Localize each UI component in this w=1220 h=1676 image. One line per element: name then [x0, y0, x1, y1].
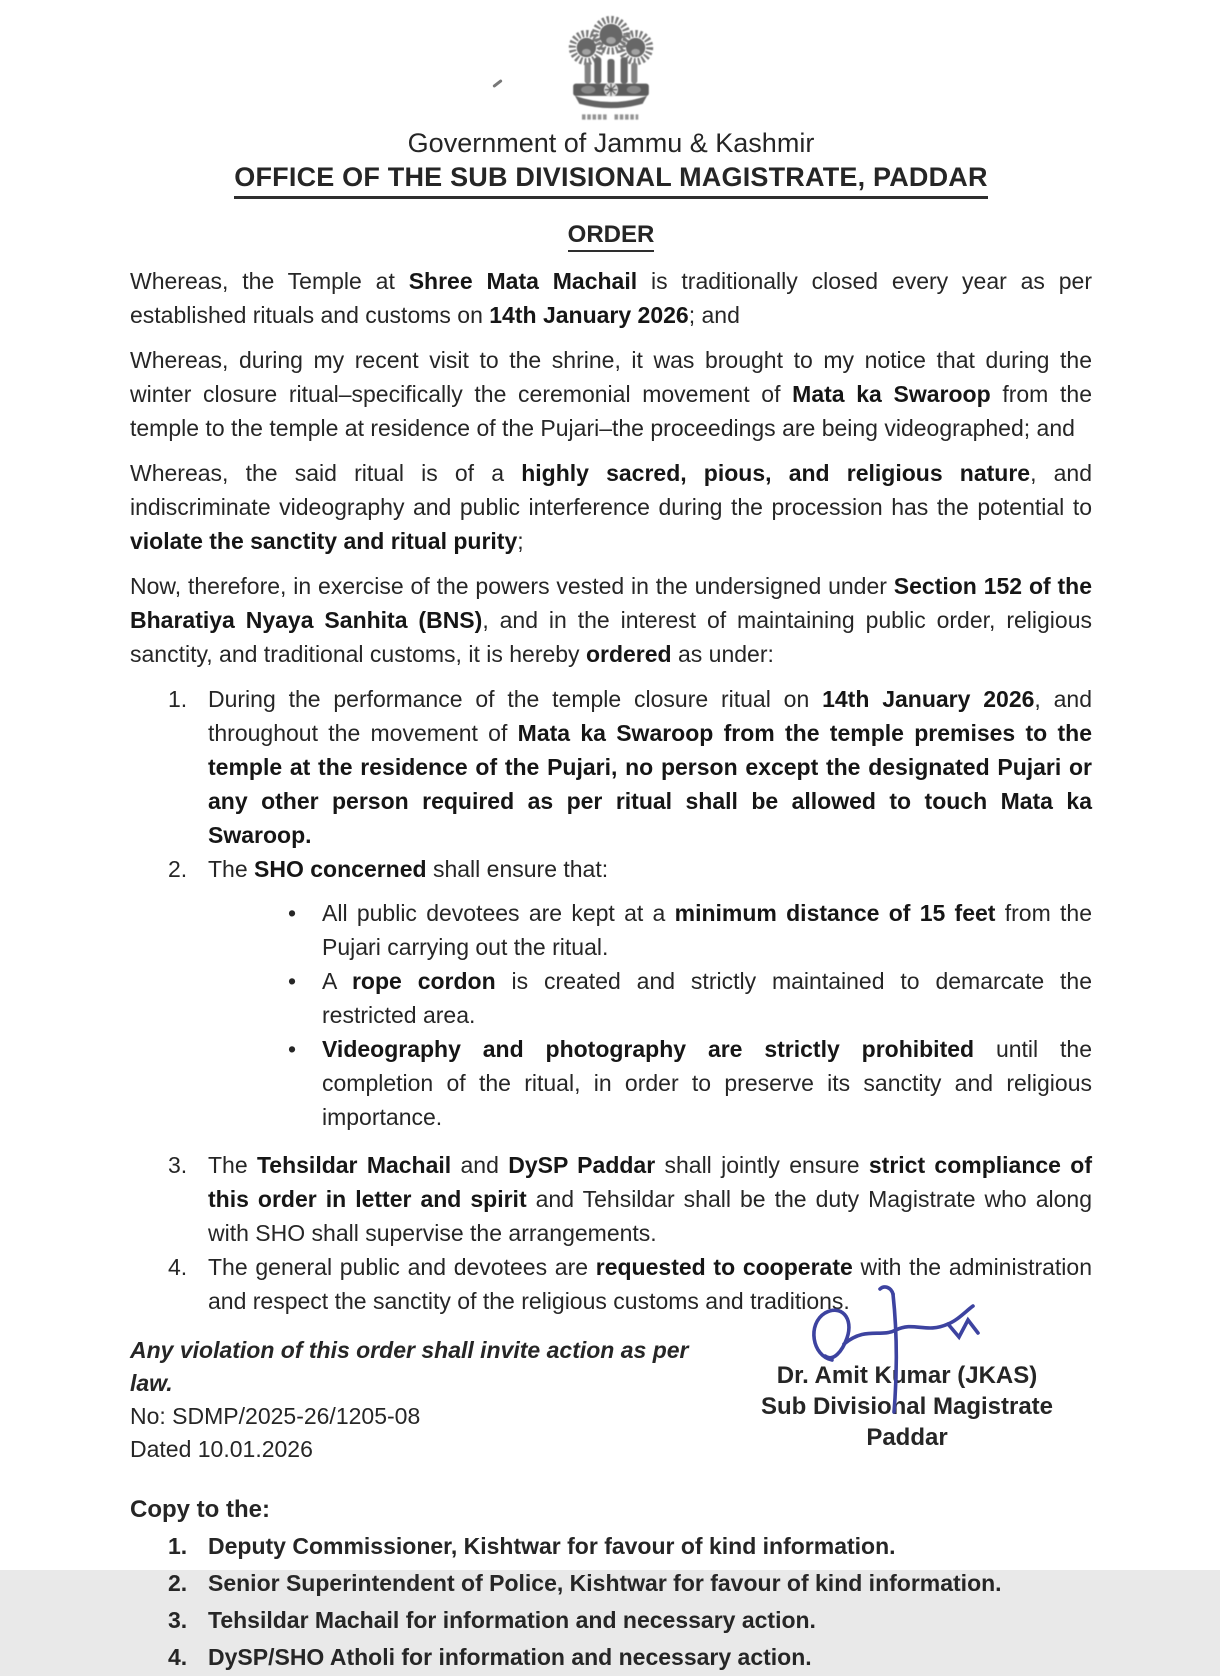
order-directive-text: The Tehsildar Machail and DySP Paddar shall jointly ensure strict compliance of this order in letter and spirit and Tehsildar shall be the duty Magistrate who along with SHO shall supervise the arrangements.	[208, 1152, 1093, 1246]
order-title	[130, 221, 1092, 252]
copy-to-item-text: Senior Superintendent of Police, Kishtwar for favour of kind information.	[208, 1570, 1002, 1596]
copy-to-item-text: Tehsildar Machail for information and necessary action.	[208, 1607, 816, 1633]
signature-block	[722, 1334, 1092, 1466]
order-directive	[168, 1148, 1092, 1250]
order-directive-text: During the performance of the temple closure ritual on 14th January 2026, and throughout the movement of Mata ka Swaroop from the temple premises to the temple at the residence of the Pujari, no person except the designated Pujari or any other person required as per ritual shall be allowed to touch Mata ka Swaroop.	[208, 686, 1093, 848]
copy-to-item	[168, 1565, 1092, 1602]
preamble-paragraphs	[130, 264, 1092, 671]
footer-reference-block	[130, 1334, 722, 1466]
signatory-designation: Sub Divisional Magistrate	[760, 1393, 1054, 1420]
directives-list-2	[130, 1148, 1092, 1318]
order-directive	[168, 682, 1092, 852]
sho-condition-text: A rope cordon is created and strictly maintained to demarcate the restricted area.	[322, 968, 1093, 1028]
order-paragraph: Whereas, during my recent visit to the shrine, it was brought to my notice that during the winter closure ritual–specifically the ceremonial movement of Mata ka Swaroop from the temple to the temple at residence of the Pujari–the proceedings are being videographed; and	[130, 347, 1092, 441]
violation-note: Any violation of this order shall invite action as per law.	[130, 1337, 689, 1396]
ashoka-lion-capital-icon	[545, 8, 677, 124]
order-title-text: ORDER	[568, 221, 655, 252]
bullet-icon: •	[288, 1036, 297, 1062]
copy-to-heading: Copy to the:	[130, 1496, 270, 1523]
order-directive-text: The general public and devotees are requested to cooperate with the administration and respect the sanctity of the religious customs and traditions.	[208, 1254, 1093, 1314]
item-number: 1.	[168, 686, 188, 712]
sho-conditions-list	[130, 896, 1092, 1134]
item-number: 2.	[168, 1570, 188, 1596]
sho-condition	[288, 1032, 1092, 1134]
item-number: 4.	[168, 1254, 188, 1280]
sho-condition	[288, 896, 1092, 964]
letterhead	[130, 8, 1092, 199]
item-number: 3.	[168, 1152, 188, 1178]
order-paragraph: Now, therefore, in exercise of the powers vested in the undersigned under Section 152 of the Bharatiya Nyaya Sanhita (BNS), and in the interest of maintaining public order, religious sanctity, and traditional customs, it is hereby ordered as under:	[130, 573, 1093, 667]
government-line: Government of Jammu & Kashmir	[407, 128, 815, 158]
item-number: 2.	[168, 856, 188, 882]
directives-list-1	[130, 682, 1092, 886]
order-body	[130, 264, 1092, 1318]
sho-condition	[288, 964, 1092, 1032]
order-directive	[168, 852, 1092, 886]
copy-to-item	[168, 1639, 1092, 1676]
item-number: 1.	[168, 1533, 188, 1559]
item-number: 4.	[168, 1644, 188, 1670]
copy-to-list	[130, 1528, 1092, 1676]
copy-to-item-text: Deputy Commissioner, Kishtwar for favour of kind information.	[208, 1533, 896, 1559]
sho-condition-text: All public devotees are kept at a minimum distance of 15 feet from the Pujari carrying out the ritual.	[322, 900, 1092, 960]
sho-condition-text: Videography and photography are strictly prohibited until the completion of the ritual, in order to preserve its sanctity and religious importance.	[322, 1036, 1092, 1130]
item-number: 3.	[168, 1607, 188, 1633]
order-paragraph: Whereas, the Temple at Shree Mata Machail is traditionally closed every year as per established rituals and customs on 14th January 2026; and	[130, 268, 1093, 328]
office-line	[130, 159, 1092, 199]
order-date: Dated 10.01.2026	[130, 1436, 313, 1462]
copy-to-section	[130, 1492, 1092, 1676]
signatory-name: Dr. Amit Kumar (JKAS)	[776, 1362, 1038, 1389]
order-directive	[168, 1250, 1092, 1318]
bullet-icon: •	[288, 900, 297, 926]
order-directive-text: The SHO concerned shall ensure that:	[208, 856, 609, 882]
copy-to-item	[168, 1602, 1092, 1639]
office-line-text: OFFICE OF THE SUB DIVISIONAL MAGISTRATE, PADDAR	[234, 159, 987, 199]
order-paragraph: Whereas, the said ritual is of a highly sacred, pious, and religious nature, and indiscriminate videography and public interference during the procession has the potential to violate the sanctity and ritual purity;	[130, 460, 1093, 554]
copy-to-item	[168, 1528, 1092, 1565]
copy-to-item-text: DySP/SHO Atholi for information and necessary action.	[208, 1644, 812, 1670]
bullet-icon: •	[288, 968, 297, 994]
state-emblem-of-india-icon	[130, 8, 1092, 126]
signatory-place: Paddar	[866, 1424, 948, 1451]
order-number: No: SDMP/2025-26/1205-08	[130, 1403, 421, 1429]
order-footer	[130, 1334, 1092, 1466]
